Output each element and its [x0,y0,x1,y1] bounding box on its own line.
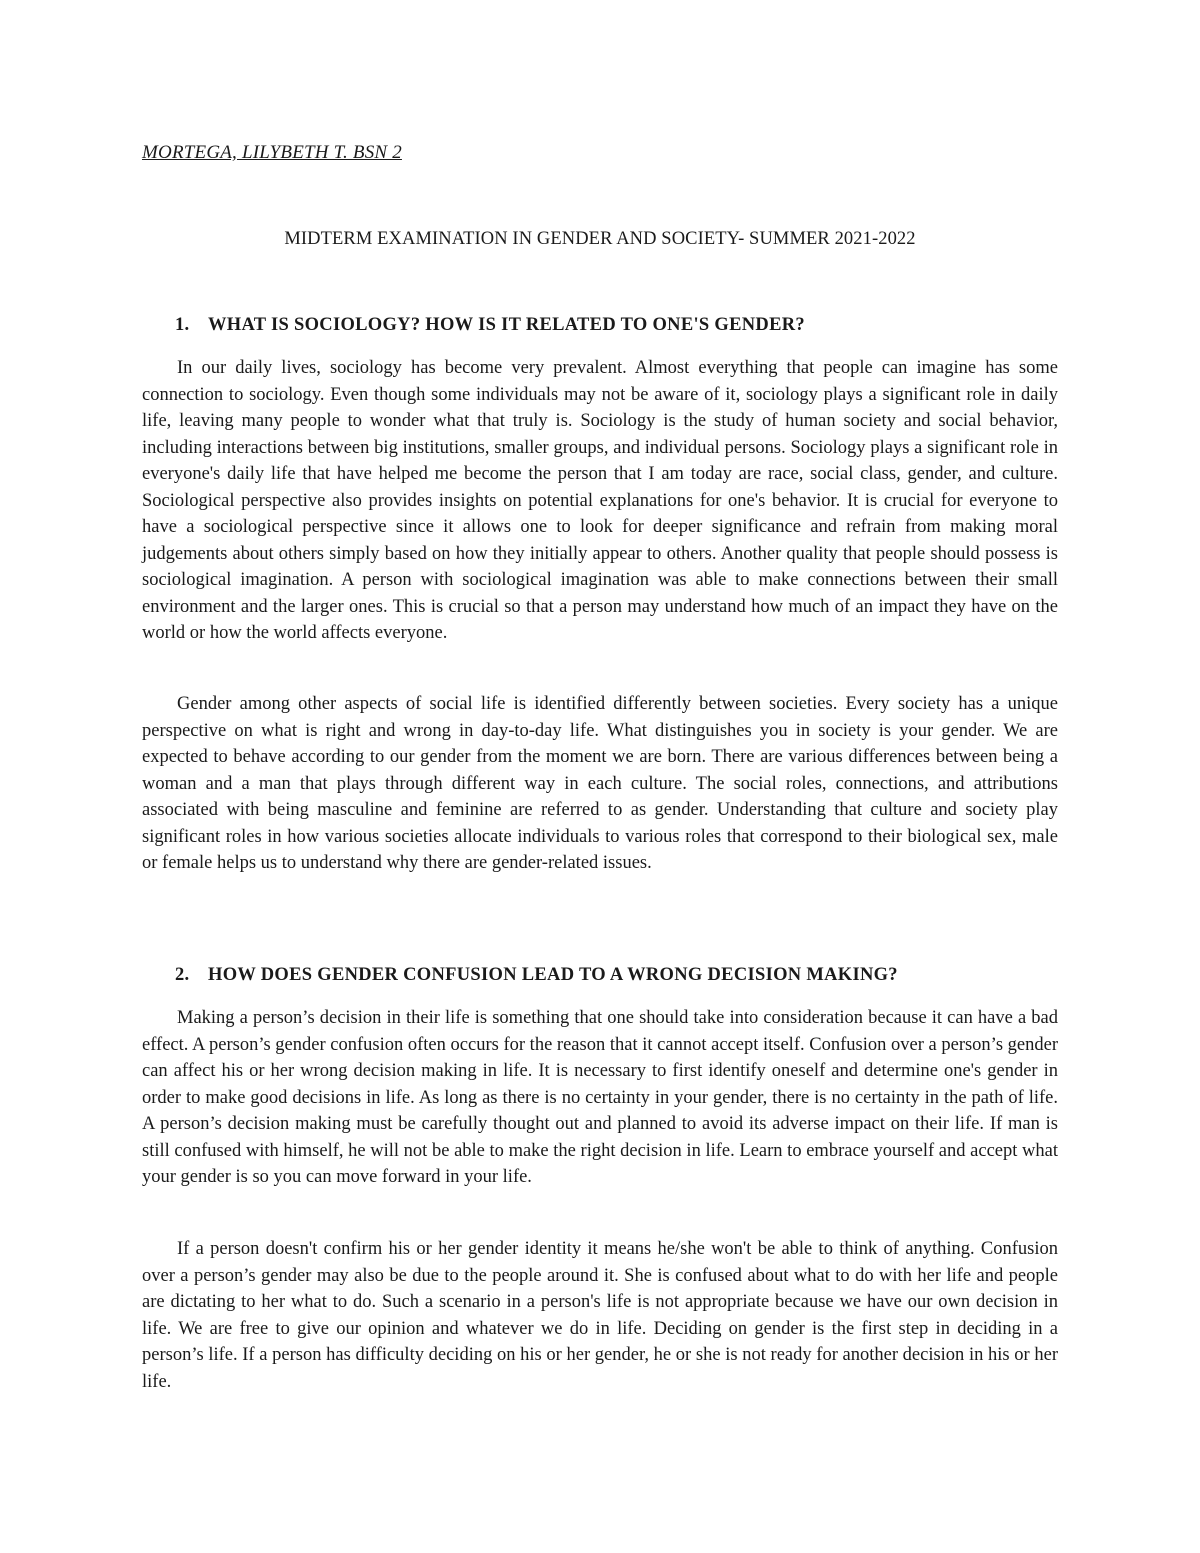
question-2-number: 2. [175,965,190,985]
question-1-paragraph-1: In our daily lives, sociology has become very prevalent. Almost everything that people can imagine has some connection to sociology. Even though some individuals may not be aware of it, sociology plays a significant role in daily life, leaving many people to wonder what that truly is. Sociology is the study of human society and social behavior, including interactions between big institutions, smaller groups, and individual persons. Sociology plays a significant role in everyone's daily life that have helped me become the person that I am today are race, social class, gender, and culture. Sociological perspective also provides insights on potential explanations for one's behavior. It is crucial for everyone to have a sociological perspective since it allows one to look for deeper significance and refrain from making moral judgements about others simply based on how they initially appear to others. Another quality that people should possess is sociological imagination. A person with sociological imagination was able to make connections between their small environment and the larger ones. This is crucial so that a person may understand how much of an impact they have on the world or how the world affects everyone. [142,358,1058,643]
question-2-heading [175,965,898,986]
question-1-number: 1. [175,315,190,335]
question-2-text: HOW DOES GENDER CONFUSION LEAD TO A WRONG DECISION MAKING? [208,965,898,985]
question-1-heading [175,315,805,336]
question-1-text: WHAT IS SOCIOLOGY? HOW IS IT RELATED TO ONE'S GENDER? [208,315,805,335]
author-line: MORTEGA, LILYBETH T. BSN 2 [142,142,402,163]
question-2-paragraph-2: If a person doesn't confirm his or her gender identity it means he/she won't be able to think of anything. Confusion over a person’s gender may also be due to the people around it. She is confused about what to do with her life and people are dictating to her what to do. Such a scenario in a person's life is not appropriate because we have our own decision in life. We are free to give our opinion and whatever we do in life. Deciding on gender is the first step in deciding in a person’s life. If a person has difficulty deciding on his or her gender, he or she is not ready for another decision in his or her life. [142,1239,1058,1392]
exam-title: MIDTERM EXAMINATION IN GENDER AND SOCIETY- SUMMER 2021-2022 [284,229,916,249]
question-2-paragraph-1: Making a person’s decision in their life is something that one should take into consideration because it can have a bad effect. A person’s gender confusion often occurs for the reason that it cannot accept itself. Confusion over a person’s gender can affect his or her wrong decision making in life. It is necessary to first identify oneself and determine one's gender in order to make good decisions in life. As long as there is no certainty in your gender, there is no certainty in the path of life. A person’s decision making must be carefully thought out and planned to avoid its adverse impact on their life. If man is still confused with himself, he will not be able to make the right decision in life. Learn to embrace yourself and accept what your gender is so you can move forward in your life. [142,1008,1058,1187]
question-1-paragraph-2: Gender among other aspects of social life is identified differently between societies. Every society has a unique perspective on what is right and wrong in day-to-day life. What distinguishes you in society is your gender. We are expected to behave according to our gender from the moment we are born. There are various differences between being a woman and a man that plays through different way in each culture. The social roles, connections, and attributions associated with being masculine and feminine are referred to as gender. Understanding that culture and society play significant roles in how various societies allocate individuals to various roles that correspond to their biological sex, male or female helps us to understand why there are gender-related issues. [142,694,1058,873]
